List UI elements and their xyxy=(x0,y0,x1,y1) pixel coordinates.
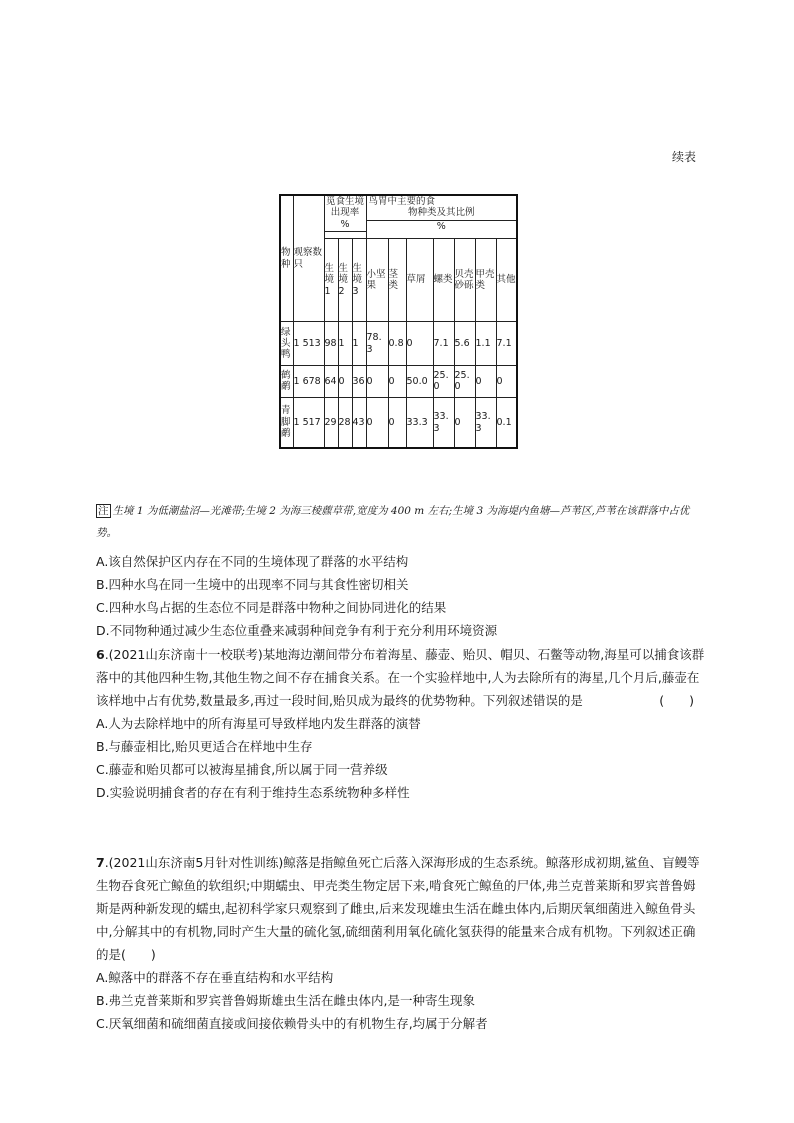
table-row xyxy=(280,322,517,365)
food-cell: 0 xyxy=(454,398,475,448)
option-c[interactable]: C.厌氧细菌和硫细菌直接或间接依赖骨头中的有机物生存,均属于分解者 xyxy=(96,1016,488,1031)
habitat-1-cell: 98 xyxy=(324,322,338,365)
species-cell: 鹤鹬 xyxy=(280,365,293,397)
habitat-group-header: 觅食生境出现率 % xyxy=(324,195,366,238)
question-number: 7 xyxy=(96,855,105,870)
answer-blank: ( ) xyxy=(659,693,694,708)
food-cell: 0 xyxy=(475,365,496,397)
count-cell: 1 513 xyxy=(293,322,324,365)
option-d[interactable]: D.实验说明捕食者的存在有利于维持生态系统物种多样性 xyxy=(96,785,410,800)
food-cell: 0 xyxy=(388,398,406,448)
food-cell: 25.0 xyxy=(433,365,454,397)
option-a[interactable]: A.人为去除样地中的所有海星可导致样地内发生群落的演替 xyxy=(96,716,421,731)
habitat-3-cell: 43 xyxy=(352,398,366,448)
option-c[interactable]: C.藤壶和贻贝都可以被海星捕食,所以属于同一营养级 xyxy=(96,762,388,777)
habitat-3-cell: 36 xyxy=(352,365,366,397)
food-cell: 0 xyxy=(366,365,388,397)
food-cell: 0.1 xyxy=(496,398,517,448)
food-cell: 0.8 xyxy=(388,322,406,365)
food-cell: 0 xyxy=(388,365,406,397)
table-note xyxy=(96,500,706,544)
count-cell: 1 517 xyxy=(293,398,324,448)
food-cell: 50.0 xyxy=(406,365,433,397)
table-row xyxy=(280,365,517,397)
food-snails-header: 螺类 xyxy=(433,238,454,322)
question-6 xyxy=(96,643,706,804)
habitat-2-cell: 1 xyxy=(338,322,352,365)
habitat-3-header: 生境3 xyxy=(352,238,366,322)
habitat-2-header: 生境2 xyxy=(338,238,352,322)
bird-habitat-diet-table xyxy=(279,194,518,449)
table-row xyxy=(280,398,517,448)
question-number: 6 xyxy=(96,647,105,662)
habitat-2-cell: 0 xyxy=(338,365,352,397)
habitat-1-cell: 29 xyxy=(324,398,338,448)
food-cell: 33.3 xyxy=(475,398,496,448)
note-text: 生境 1 为低潮盐沼—光滩带;生境 2 为海三棱藨草带,宽度为 400 m 左右;生境 3 为海堤内鱼塘—芦苇区,芦苇在该群落中占优势。 xyxy=(96,505,690,539)
question-stem: 6.(2021山东济南十一校联考)某地海边潮间带分布着海星、藤壶、贻贝、帽贝、石鳖等动物,海星可以捕食该群落中的其他四种生物,其他生物之间不存在捕食关系。在一个实验样地中,人为去除所有的海星,几个月后,藤壶在该样地中占有优势,数量最多,再过一段时间,贻贝成为最终的优势物种。下列叙述错误的是 ( ) xyxy=(96,643,706,712)
habitat-3-cell: 1 xyxy=(352,322,366,365)
food-cell: 0 xyxy=(496,365,517,397)
food-cell: 33.3 xyxy=(433,398,454,448)
food-group-header: 鸟胃中主要的食 物种类及其比例 % xyxy=(366,195,517,238)
species-header: 物种 xyxy=(280,195,293,322)
food-crustacean-header: 甲壳类 xyxy=(475,238,496,322)
question-5-options xyxy=(96,550,706,642)
food-cell: 33.3 xyxy=(406,398,433,448)
food-cell: 0 xyxy=(406,322,433,365)
food-cell: 0 xyxy=(366,398,388,448)
option-d[interactable]: D.不同物种通过减少生态位重叠来减弱种间竞争有利于充分利用环境资源 xyxy=(96,623,498,638)
food-cell: 1.1 xyxy=(475,322,496,365)
option-b[interactable]: B.与藤壶相比,贻贝更适合在样地中生存 xyxy=(96,739,313,754)
food-cell: 5.6 xyxy=(454,322,475,365)
food-cell: 78.3 xyxy=(366,322,388,365)
option-c[interactable]: C.四种水鸟占据的生态位不同是群落中物种之间协同进化的结果 xyxy=(96,600,447,615)
option-a[interactable]: A.该自然保护区内存在不同的生境体现了群落的水平结构 xyxy=(96,554,409,569)
option-a[interactable]: A.鲸落中的群落不存在垂直结构和水平结构 xyxy=(96,970,334,985)
food-stems-header: 茎类 xyxy=(388,238,406,322)
option-b[interactable]: B.弗兰克普莱斯和罗宾普鲁姆斯雄虫生活在雌虫体内,是一种寄生现象 xyxy=(96,993,476,1008)
food-shell-grit-header: 贝壳砂砾 xyxy=(454,238,475,322)
question-stem: 7.(2021山东济南5月针对性训练)鲸落是指鲸鱼死亡后落入深海形成的生态系统。鲸落形成初期,鲨鱼、盲鳗等生物吞食死亡鲸鱼的软组织;中期蠕虫、甲壳类生物定居下来,啃食死亡鲸鱼的尸体,弗兰克普莱斯和罗宾普鲁姆斯是两种新发现的蠕虫,起初科学家只观察到了雌虫,后来发现雄虫生活在雌虫体内,后期厌氧细菌进入鲸鱼骨头中,分解其中的有机物,同时产生大量的硫化氢,硫细菌利用氧化硫化氢获得的能量来合成有机物。下列叙述正确的是( ) xyxy=(96,855,700,962)
food-nuts-header: 小坚果 xyxy=(366,238,388,322)
habitat-1-header: 生境1 xyxy=(324,238,338,322)
species-cell: 绿头鸭 xyxy=(280,322,293,365)
food-cell: 7.1 xyxy=(433,322,454,365)
habitat-1-cell: 64 xyxy=(324,365,338,397)
question-7 xyxy=(96,851,706,1035)
count-header: 观察数只 xyxy=(293,195,324,322)
habitat-2-cell: 28 xyxy=(338,398,352,448)
food-cell: 7.1 xyxy=(496,322,517,365)
food-grass-header: 草屑 xyxy=(406,238,433,322)
continued-table-label: 续表 xyxy=(672,150,697,164)
note-mark: 注 xyxy=(98,505,109,517)
option-b[interactable]: B.四种水鸟在同一生境中的出现率不同与其食性密切相关 xyxy=(96,577,409,592)
species-cell: 青脚鹬 xyxy=(280,398,293,448)
count-cell: 1 678 xyxy=(293,365,324,397)
food-cell: 25.0 xyxy=(454,365,475,397)
food-other-header: 其他 xyxy=(496,238,517,322)
